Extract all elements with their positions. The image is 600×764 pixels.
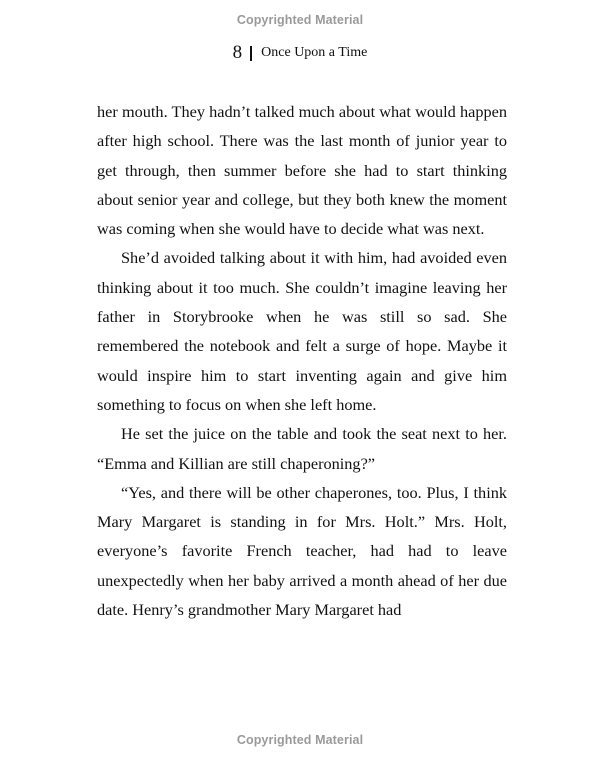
body-text xyxy=(97,97,507,624)
book-title: Once Upon a Time xyxy=(261,45,368,60)
running-head-divider xyxy=(250,46,252,61)
paragraph: She’d avoided talking about it with him, had avoided even thinking about it too much. She couldn’t imagine leaving her father in Storybrooke when he was still so sad. She remembered the notebook and felt a surge of hope. Maybe it would inspire him to start inventing again and give him something to focus on when she left home. xyxy=(97,248,507,414)
copyright-watermark-bottom: Copyrighted Material xyxy=(236,733,364,747)
running-head xyxy=(0,42,600,64)
paragraph: “Yes, and there will be other chaperones, too. Plus, I think Mary Margaret is standing in for Mrs. Holt.” Mrs. Holt, everyone’s favorite French teacher, had had to leave unexpectedly when her baby arrived a month ahead of her due date. Henry’s grandmother Mary Margaret had xyxy=(97,482,507,620)
paragraph: He set the juice on the table and took the seat next to her. “Emma and Killian are still chaperoning?” xyxy=(97,424,507,473)
page-number: 8 xyxy=(232,42,243,63)
copyright-watermark-top: Copyrighted Material xyxy=(236,13,364,27)
paragraph-continued: her mouth. They hadn’t talked much about what would happen after high school. There was the last month of junior year to get through, then summer before she had to start thinking about senior year and college, but they both knew the moment was coming when she would have to decide what was next. xyxy=(97,102,507,239)
